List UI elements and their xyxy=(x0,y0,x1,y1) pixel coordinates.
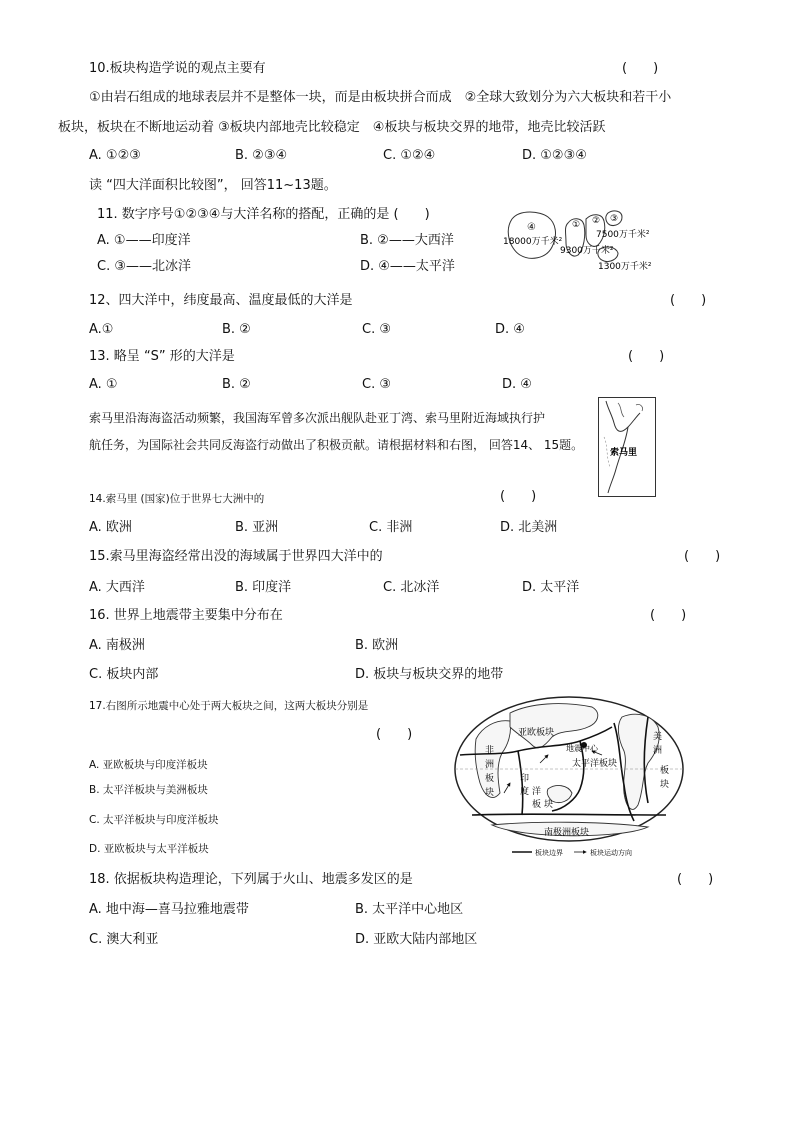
q12-stem: 12、四大洋中，纬度最高、温度最低的大洋是 xyxy=(89,293,353,308)
q18-option-c[interactable]: C. 澳大利亚 xyxy=(89,932,159,947)
q13-stem: 13. 略呈 “S” 形的大洋是 xyxy=(89,349,235,364)
q15-option-c[interactable]: C. 北冰洋 xyxy=(383,580,440,595)
q14-option-b[interactable]: B. 亚洲 xyxy=(235,520,279,535)
q16-option-a[interactable]: A. 南极洲 xyxy=(89,638,145,653)
q17-option-b[interactable]: B. 太平洋板块与美洲板块 xyxy=(89,784,208,796)
ocean-area-1300: 1300万千米² xyxy=(598,262,652,272)
q17-answer-blank[interactable]: ( ) xyxy=(376,727,413,742)
q13-answer-blank[interactable]: ( ) xyxy=(628,349,665,364)
label-epicenter: 地震中心 xyxy=(566,744,598,753)
q16-stem: 16. 世界上地震带主要集中分布在 xyxy=(89,608,283,623)
q17-option-a[interactable]: A. 亚欧板块与印度洋板块 xyxy=(89,759,208,771)
label-america-char2: 洲 xyxy=(653,746,663,756)
plate-tectonics-map xyxy=(452,693,686,858)
q18-stem: 18. 依据板块构造理论，下列属于火山、地震多发区的是 xyxy=(89,872,413,887)
q10-option-c[interactable]: C. ①②④ xyxy=(383,148,436,163)
label-eurasian-plate: 亚欧板块 xyxy=(518,728,555,738)
q14-option-a[interactable]: A. 欧洲 xyxy=(89,520,132,535)
intro-11-13: 读 “四大洋面积比较图”， 回答11~13题。 xyxy=(89,178,337,193)
ocean-area-figure xyxy=(500,205,660,275)
label-pacific-plate: 太平洋板块 xyxy=(572,759,618,769)
q12-answer-blank[interactable]: ( ) xyxy=(670,293,707,308)
q14-stem: 14.索马里 (国家)位于世界七大洲中的 xyxy=(89,493,265,505)
label-indian-char5: 块 xyxy=(544,800,554,810)
q15-option-d[interactable]: D. 太平洋 xyxy=(522,580,580,595)
q11-option-a[interactable]: A. ①——印度洋 xyxy=(97,233,191,248)
label-america-char3: 板 xyxy=(660,766,670,776)
q10-option-b[interactable]: B. ②③④ xyxy=(235,148,288,163)
q10-statement-line1: ①由岩石组成的地球表层并不是整体一块，而是由板块拼合而成 ②全球大致划分为六大板块和若干小 xyxy=(89,90,672,105)
q17-option-c[interactable]: C. 太平洋板块与印度洋板块 xyxy=(89,814,219,826)
intro-14-15-line1: 索马里沿海海盗活动频繁，我国海军曾多次派出舰队赴亚丁湾、索马里附近海域执行护 xyxy=(89,411,546,425)
q10-option-a[interactable]: A. ①②③ xyxy=(89,148,141,163)
q10-stem: 10.板块构造学说的观点主要有 xyxy=(89,61,266,76)
label-indian-char2: 度 xyxy=(520,787,530,797)
label-africa-char4: 块 xyxy=(485,788,495,798)
q12-option-b[interactable]: B. ② xyxy=(222,322,251,337)
q15-stem: 15.索马里海盗经常出没的海域属于世界四大洋中的 xyxy=(89,549,383,564)
label-africa-char1: 非 xyxy=(485,746,495,756)
q18-option-a[interactable]: A. 地中海—喜马拉雅地震带 xyxy=(89,902,249,917)
q10-statement-line2: 板块，板块在不断地运动着 ③板块内部地壳比较稳定 ④板块与板块交界的地带，地壳比较活跃 xyxy=(58,120,606,135)
legend-motion-label: 板块运动方向 xyxy=(590,849,632,857)
q12-option-a[interactable]: A.① xyxy=(89,322,114,337)
ocean-area-7500: 7500万千米² xyxy=(596,230,650,240)
ocean-label-3: ③ xyxy=(610,214,619,224)
somalia-map xyxy=(598,397,656,497)
q13-option-c[interactable]: C. ③ xyxy=(362,377,391,392)
q16-option-c[interactable]: C. 板块内部 xyxy=(89,667,159,682)
plate-boundary-south xyxy=(472,814,666,815)
q14-answer-blank[interactable]: ( ) xyxy=(500,489,537,504)
label-africa-char2: 洲 xyxy=(485,760,495,770)
q16-option-d[interactable]: D. 板块与板块交界的地带 xyxy=(355,667,504,682)
q18-option-b[interactable]: B. 太平洋中心地区 xyxy=(355,902,464,917)
q18-option-d[interactable]: D. 亚欧大陆内部地区 xyxy=(355,932,478,947)
q14-option-c[interactable]: C. 非洲 xyxy=(369,520,413,535)
somalia-label: 索马里 xyxy=(610,448,638,458)
ocean-area-9300: 9300万千米² xyxy=(560,246,614,256)
q15-answer-blank[interactable]: ( ) xyxy=(684,549,721,564)
q12-option-d[interactable]: D. ④ xyxy=(495,322,525,337)
q16-option-b[interactable]: B. 欧洲 xyxy=(355,638,399,653)
q12-option-c[interactable]: C. ③ xyxy=(362,322,391,337)
q14-option-d[interactable]: D. 北美洲 xyxy=(500,520,558,535)
q15-option-a[interactable]: A. 大西洋 xyxy=(89,580,145,595)
ocean-label-4: ④ xyxy=(527,222,536,233)
q11-stem: 11. 数字序号①②③④与大洋名称的搭配，正确的是 ( ) xyxy=(97,207,430,222)
q11-option-c[interactable]: C. ③——北冰洋 xyxy=(97,259,191,274)
intro-14-15-line2: 航任务，为国际社会共同反海盗行动做出了积极贡献。请根据材料和右图， 回答14、 15题。 xyxy=(89,438,584,452)
label-indian-char4: 板 xyxy=(532,800,542,810)
legend-boundary-label: 板块边界 xyxy=(535,849,563,857)
q11-option-b[interactable]: B. ②——大西洋 xyxy=(360,233,454,248)
q15-option-b[interactable]: B. 印度洋 xyxy=(235,580,292,595)
q10-answer-blank[interactable]: ( ) xyxy=(622,61,659,76)
q13-option-a[interactable]: A. ① xyxy=(89,377,118,392)
ocean-area-18000: 18000万千米² xyxy=(503,237,563,247)
q13-option-d[interactable]: D. ④ xyxy=(502,377,532,392)
q13-option-b[interactable]: B. ② xyxy=(222,377,251,392)
q18-answer-blank[interactable]: ( ) xyxy=(677,872,714,887)
ocean-label-2: ② xyxy=(592,216,601,226)
q10-option-d[interactable]: D. ①②③④ xyxy=(522,148,587,163)
label-indian-char3: 洋 xyxy=(532,787,542,797)
label-antarctic-plate: 南极洲板块 xyxy=(544,828,590,838)
q17-stem: 17.右图所示地震中心处于两大板块之间，这两大板块分别是 xyxy=(89,700,369,712)
label-africa-char3: 板 xyxy=(485,774,495,784)
q17-option-d[interactable]: D. 亚欧板块与太平洋板块 xyxy=(89,843,209,855)
label-america-char1: 美 xyxy=(653,732,663,742)
q16-answer-blank[interactable]: ( ) xyxy=(650,608,687,623)
ocean-label-1: ① xyxy=(572,220,581,230)
label-america-char4: 块 xyxy=(660,780,670,790)
q11-option-d[interactable]: D. ④——太平洋 xyxy=(360,259,455,274)
label-indian-char1: 印 xyxy=(520,774,530,784)
